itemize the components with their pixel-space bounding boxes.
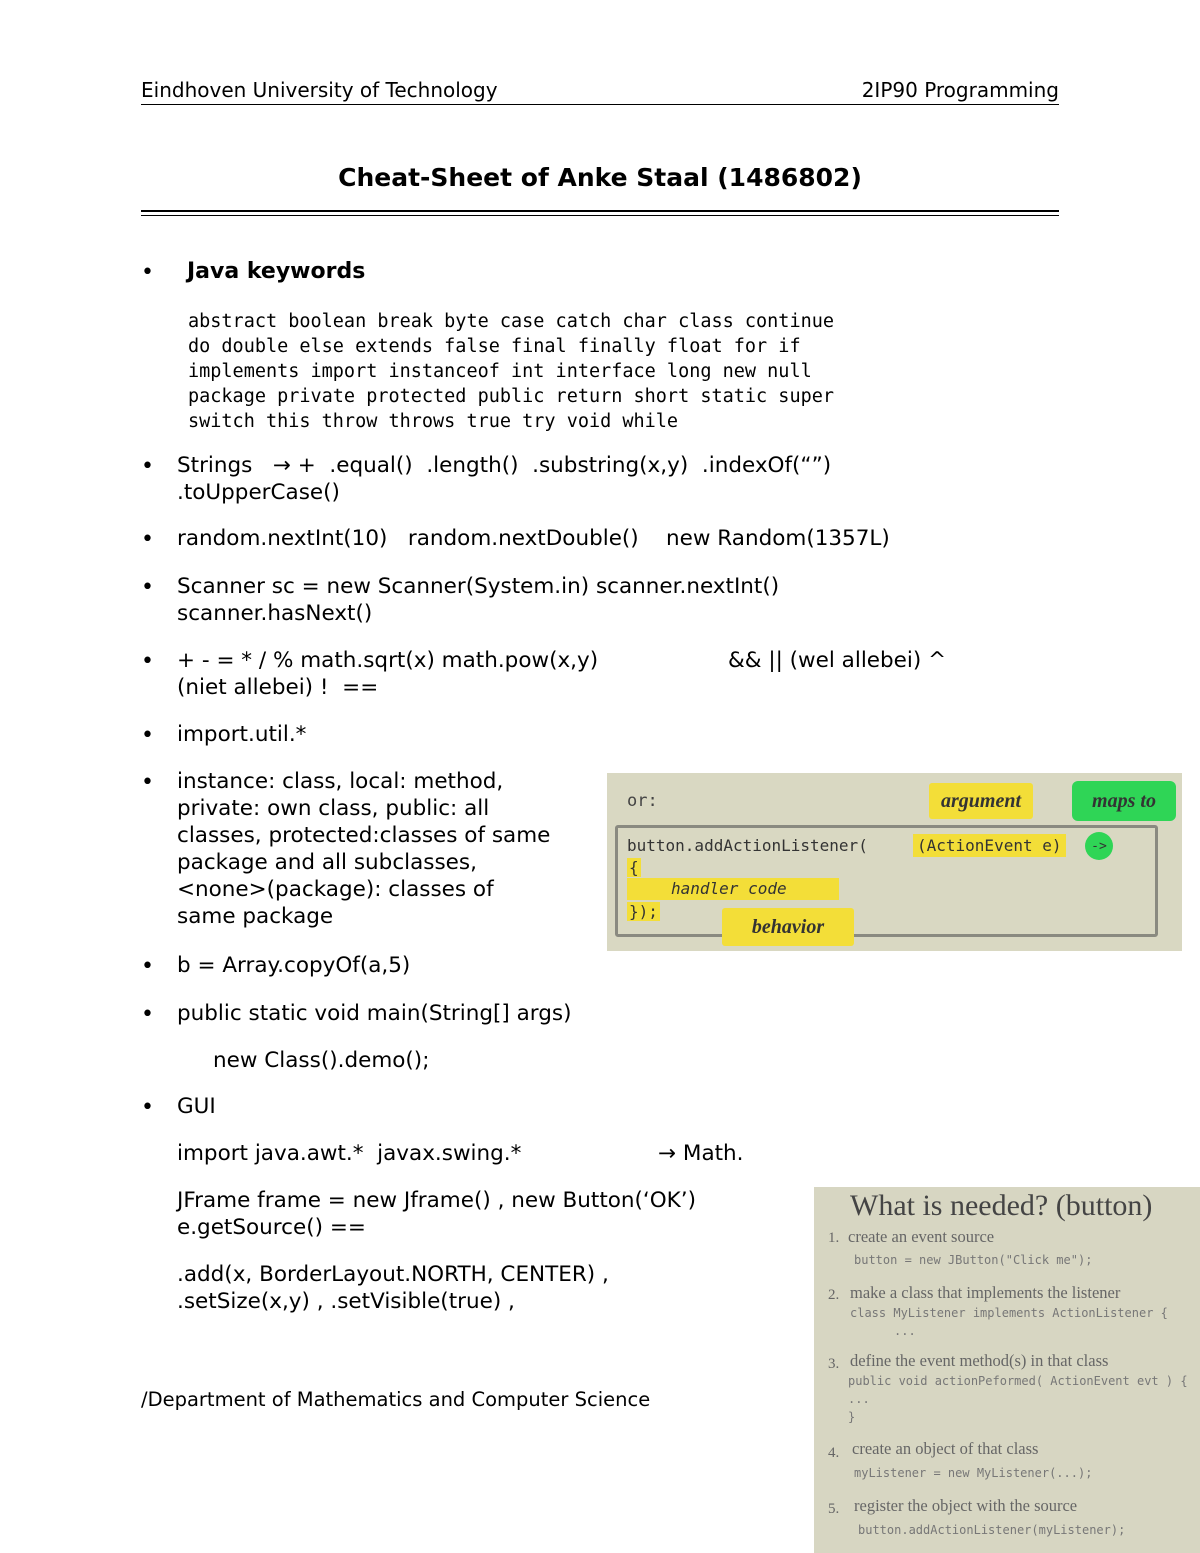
item-line: instance: class, local: method,	[177, 769, 504, 794]
code-param: (ActionEvent e)	[913, 834, 1066, 857]
item-line: classes, protected:classes of same	[177, 823, 551, 848]
item-line: public static void main(String[] args)	[177, 1001, 572, 1026]
step-code: button = new JButton("Click me");	[854, 1253, 1093, 1267]
item-line: package and all subclasses,	[177, 850, 477, 875]
figure-title: What is needed? (button)	[850, 1189, 1153, 1222]
item-scanner	[177, 573, 779, 627]
code-close: });	[629, 902, 658, 921]
item-line: e.getSource() ==	[177, 1215, 366, 1240]
item-line: + - = * / % math.sqrt(x) math.pow(x,y) && || (wel allebei) ^	[177, 648, 947, 673]
item-random	[177, 525, 890, 552]
step-code: button.addActionListener(myListener);	[858, 1523, 1126, 1537]
bullet-icon: •	[141, 954, 154, 979]
item-main-sub: new Class().demo();	[213, 1048, 430, 1073]
code-open-brace: {	[629, 858, 639, 877]
step-number: 4.	[828, 1445, 840, 1461]
item-line: b = Array.copyOf(a,5)	[177, 953, 411, 978]
item-line: JFrame frame = new Jframe() , new Button(‘OK’)	[177, 1188, 697, 1213]
step-text: create an object of that class	[852, 1439, 1039, 1458]
behavior-tag: behavior	[722, 908, 854, 946]
bullet-icon: •	[141, 260, 154, 285]
argument-tag: argument	[929, 783, 1033, 819]
item-array-copy	[177, 952, 410, 979]
arrow-icon: ->	[1085, 832, 1113, 860]
item-access-modifiers	[177, 768, 550, 930]
item-line: random.nextInt(10) random.nextDouble() new Random(1357L)	[177, 526, 890, 551]
step-code: myListener = new MyListener(...);	[854, 1466, 1093, 1480]
step-number: 2.	[828, 1287, 840, 1303]
item-operators	[177, 647, 946, 701]
step-number: 5.	[828, 1501, 840, 1517]
bullet-icon: •	[141, 1095, 154, 1120]
keyword-line: package private protected public return short static super	[188, 386, 835, 407]
item-line: import.util.*	[177, 722, 307, 747]
gui-import: import java.awt.* javax.swing.* → Math.	[177, 1141, 744, 1166]
keyword-line: abstract boolean break byte case catch char class continue	[188, 311, 835, 332]
step-code: ...	[848, 1392, 870, 1406]
keyword-line: do double else extends false final finally float for if	[188, 336, 801, 357]
keyword-line: switch this throw throws true try void while	[188, 411, 679, 432]
header-institution: Eindhoven University of Technology	[141, 78, 498, 102]
figure-or-label: or:	[627, 791, 658, 811]
item-main	[177, 1000, 571, 1027]
item-line: private: own class, public: all	[177, 796, 490, 821]
header-divider	[141, 104, 1059, 105]
bullet-icon: •	[141, 1002, 154, 1027]
step-code: }	[848, 1410, 856, 1424]
what-is-needed-image	[814, 1187, 1200, 1553]
step-text: define the event method(s) in that class	[850, 1351, 1109, 1370]
bullet-icon: •	[141, 649, 154, 674]
keyword-line: implements import instanceof int interface long new null	[188, 361, 812, 382]
item-line: Scanner sc = new Scanner(System.in) scanner.nextInt()	[177, 574, 780, 599]
maps-to-tag: maps to	[1072, 781, 1176, 821]
item-line: .setSize(x,y) , .setVisible(true) ,	[177, 1289, 515, 1314]
code-line-listener: button.addActionListener(	[627, 836, 868, 855]
bullet-icon: •	[141, 723, 154, 748]
lambda-diagram-image	[607, 773, 1182, 951]
item-line: .add(x, BorderLayout.NORTH, CENTER) ,	[177, 1262, 609, 1287]
bullet-icon: •	[141, 527, 154, 552]
title-divider	[141, 210, 1059, 216]
item-gui: GUI	[177, 1094, 216, 1119]
step-code: class MyListener implements ActionListener {	[850, 1306, 1168, 1320]
step-number: 1.	[828, 1230, 840, 1246]
item-strings	[177, 452, 831, 506]
item-line: .toUpperCase()	[177, 480, 340, 505]
code-handler: handler code	[627, 878, 839, 900]
bullet-icon: •	[141, 575, 154, 600]
item-line: (niet allebei) ! ==	[177, 675, 379, 700]
item-line: Strings → + .equal() .length() .substring(x,y) .indexOf(“”)	[177, 453, 832, 478]
step-text: register the object with the source	[854, 1496, 1078, 1515]
step-number: 3.	[828, 1356, 840, 1372]
item-line: same package	[177, 904, 334, 929]
item-line: scanner.hasNext()	[177, 601, 373, 626]
bullet-icon: •	[141, 770, 154, 795]
footer-department: /Department of Mathematics and Computer Science	[141, 1388, 651, 1411]
item-import	[177, 721, 306, 748]
section-heading-java-keywords: Java keywords	[187, 259, 366, 284]
gui-frame	[177, 1187, 696, 1241]
java-keywords-list	[188, 309, 834, 434]
item-line: <none>(package): classes of	[177, 877, 494, 902]
step-code: ...	[894, 1324, 916, 1338]
step-text: make a class that implements the listener	[850, 1283, 1121, 1302]
step-code: public void actionPeformed( ActionEvent evt ) {	[848, 1374, 1188, 1388]
bullet-icon: •	[141, 454, 154, 479]
header-course: 2IP90 Programming	[861, 78, 1059, 102]
gui-add	[177, 1261, 609, 1315]
step-text: create an event source	[848, 1227, 995, 1246]
page-title: Cheat-Sheet of Anke Staal (1486802)	[338, 163, 862, 192]
